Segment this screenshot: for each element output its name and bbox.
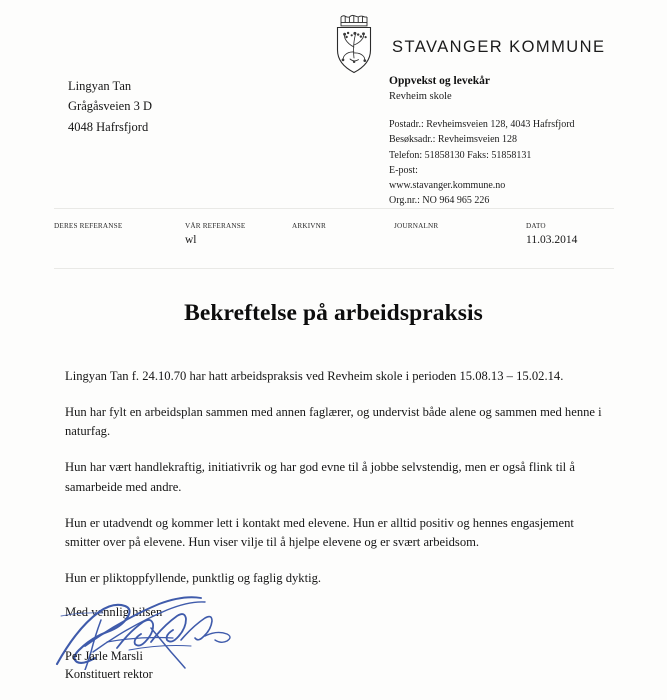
reference-col-var-referanse <box>185 222 245 246</box>
reference-rule-top <box>54 208 614 209</box>
document-date: 11.03.2014 <box>526 234 578 246</box>
reference-label: DATO <box>526 222 546 230</box>
reference-value: wl <box>185 234 197 246</box>
recipient-name: Lingyan Tan <box>68 79 132 93</box>
body-paragraph: Hun er utadvendt og kommer lett i kontakt med elevene. Hun er alltid positiv og hennes engasjement smitter over på elevene. Hun viser vilje til å hjelpe elevene og er svært arbeidsom. <box>65 515 574 549</box>
website: www.stavanger.kommune.no <box>389 180 506 192</box>
reference-rule-bottom <box>54 268 614 269</box>
reference-col-deres-referanse <box>54 222 122 234</box>
reference-col-arkivnr <box>292 222 326 234</box>
department-block <box>389 74 639 104</box>
recipient-street: Grågåsveien 3 D <box>68 99 152 114</box>
letter-body <box>65 367 602 588</box>
recipient-address <box>68 76 152 137</box>
phone-fax: Telefon: 51858130 Faks: 51858131 <box>389 149 532 161</box>
recipient-city: 4048 Hafrsfjord <box>68 119 149 134</box>
document-title: Bekreftelse på arbeidspraksis <box>184 300 483 326</box>
stavanger-coat-of-arms-icon <box>330 14 378 76</box>
signoff-block <box>65 604 395 620</box>
letterhead-logo <box>330 14 606 76</box>
reference-label: JOURNALNR <box>394 222 439 230</box>
closing-greeting: Med vennlig hilsen <box>65 605 163 619</box>
department-name: Oppvekst og levekår <box>389 75 490 87</box>
reference-col-dato <box>526 222 577 246</box>
reference-row <box>54 222 634 262</box>
body-paragraph: Hun har vært handlekraftig, initiativrik og har god evne til å jobbe selvstendig, men er også flink til å samarbeide med andre. <box>65 460 575 494</box>
contact-details <box>389 117 644 209</box>
signer-block <box>65 648 153 684</box>
email-label: E-post: <box>389 164 418 176</box>
reference-col-journalnr <box>394 222 438 234</box>
body-paragraph: Hun er pliktoppfyllende, punktlig og faglig dyktig. <box>65 570 322 585</box>
body-paragraph: Lingyan Tan f. 24.10.70 har hatt arbeidspraksis ved Revheim skole i perioden 15.08.13 – 15.02.14. <box>65 369 564 383</box>
postal-address: Postadr.: Revheimsveien 128, 4043 Hafrsfjord <box>389 119 575 130</box>
unit-name: Revheim skole <box>389 90 452 102</box>
organisation-name: STAVANGER KOMMUNE <box>392 38 606 56</box>
signer-name: Per Jarle Marsli <box>65 649 143 663</box>
reference-label: DERES REFERANSE <box>54 222 123 230</box>
signer-title: Konstituert rektor <box>65 666 153 681</box>
reference-label: VÅR REFERANSE <box>185 222 246 230</box>
visiting-address: Besøksadr.: Revheimsveien 128 <box>389 134 518 146</box>
org-number: Org.nr.: NO 964 965 226 <box>389 195 490 207</box>
body-paragraph: Hun har fylt en arbeidsplan sammen med annen faglærer, og undervist både alene og sammen med henne i naturfag. <box>65 405 602 439</box>
reference-label: ARKIVNR <box>292 222 327 230</box>
